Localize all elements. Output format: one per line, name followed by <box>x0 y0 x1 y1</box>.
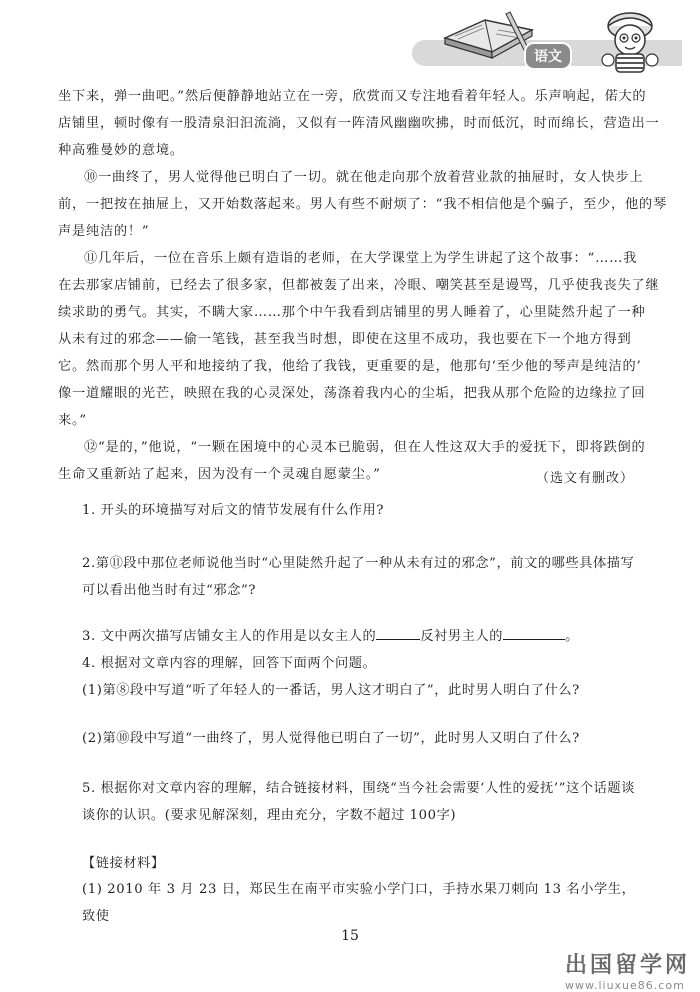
watermark-url: www.liuxue86.com <box>564 979 685 992</box>
question-3-suffix: 。 <box>565 629 579 644</box>
answer-blank-1[interactable] <box>376 625 420 640</box>
text-line: 店铺里，顿时像有一股清泉汩汩流淌，又似有一阵清风幽幽吹拂，时而低沉，时而绵长，营造出一 <box>58 116 660 131</box>
question-3 <box>82 623 642 650</box>
text-line: 像一道耀眼的光芒，映照在我的心灵深处，荡涤着我内心的尘垢，把我从那个危险的边缘拉了回 <box>58 386 646 401</box>
passage-paragraph-11 <box>58 245 660 434</box>
subject-tag: 语文 <box>524 42 572 70</box>
answer-blank-2[interactable] <box>503 625 565 640</box>
watermark <box>565 948 690 992</box>
text-line: 续求助的勇气。其实，不瞒大家……那个中午我看到店铺里的男人睡着了，心里陡然升起了一种 <box>58 305 646 320</box>
text-line: 来。” <box>58 413 87 428</box>
text-line: 前，一把按在抽屉上，又开始数落起来。男人有些不耐烦了：“我不相信他是个骗子，至少，他的琴 <box>58 197 667 212</box>
watermark-title: 出国留学网 <box>564 953 690 978</box>
text-line: 种高雅曼妙的意境。 <box>58 143 184 158</box>
source-note: （选文有删改） <box>535 471 634 486</box>
text-line: 生命又重新站了起来，因为没有一个灵魂自愿蒙尘。” <box>58 467 381 482</box>
question-1: 1. 开头的环境描写对后文的情节发展有什么作用? <box>82 503 384 518</box>
question-4-1: (1)第⑧段中写道“听了年轻人的一番话，男人这才明白了”，此时男人明白了什么? <box>82 683 580 698</box>
link-material-title: 【链接材料】 <box>82 856 165 871</box>
text-line: ⑫“是的，”他说，“一颗在困境中的心灵本已脆弱，但在人性这双大手的爱抚下，即将跌倒的 <box>84 440 646 455</box>
text-line: 声是纯洁的！” <box>58 224 150 239</box>
question-2 <box>82 550 642 604</box>
text-line: 5. 根据你对文章内容的理解，结合链接材料，围绕“当今社会需要‘人性的爱抚’”这个话题谈 <box>82 781 635 796</box>
question-4-2: (2)第⑩段中写道“一曲终了，男人觉得他已明白了一切”，此时男人又明白了什么? <box>82 731 580 746</box>
question-5 <box>82 775 642 829</box>
text-line: 从未有过的邪念——偷一笔钱，甚至我当时想，即使在这里不成功，我也要在下一个地方得到 <box>58 332 632 347</box>
text-line: ⑩一曲终了，男人觉得他已明白了一切。就在他走向那个放着营业款的抽屉时，女人快步上 <box>84 170 644 185</box>
kid-mascot-icon <box>590 4 670 78</box>
passage-paragraph-continued <box>58 83 660 164</box>
question-3-prefix: 3. 文中两次描写店铺女主人的作用是以女主人的 <box>82 629 377 644</box>
text-line: 可以看出他当时有过“邪念”? <box>82 583 257 598</box>
link-material-1: (1) 2010 年 3 月 23 日，郑民生在南平市实验小学门口，手持水果刀刺向 13 名小学生，致使 <box>82 882 636 924</box>
text-line: 谈你的认识。(要求见解深刻，理由充分，字数不超过 100字) <box>82 808 457 823</box>
text-line: ⑪几年后，一位在音乐上颇有造诣的老师，在大学课堂上为学生讲起了这个故事：“……我 <box>84 251 638 266</box>
text-line: 在去那家店铺前，已经去了很多家，但都被轰了出来，冷眼、嘲笑甚至是谩骂，几乎使我丧失了继 <box>58 278 660 293</box>
text-line: 2.第⑪段中那位老师说他当时“心里陡然升起了一种从未有过的邪念”，前文的哪些具体描写 <box>82 556 635 571</box>
text-line: 它。然而那个男人平和地接纳了我，他给了我钱，更重要的是，他那句‘至少他的琴声是纯洁的’ <box>58 359 642 374</box>
passage-paragraph-10 <box>58 164 667 245</box>
question-3-middle: 反衬男主人的 <box>420 629 504 644</box>
question-4: 4. 根据对文章内容的理解，回答下面两个问题。 <box>82 656 377 671</box>
page-number: 15 <box>341 928 359 944</box>
text-line: 坐下来，弹一曲吧。”然后便静静地站立在一旁，欣赏而又专注地看着年轻人。乐声响起，偌大的 <box>58 89 647 104</box>
